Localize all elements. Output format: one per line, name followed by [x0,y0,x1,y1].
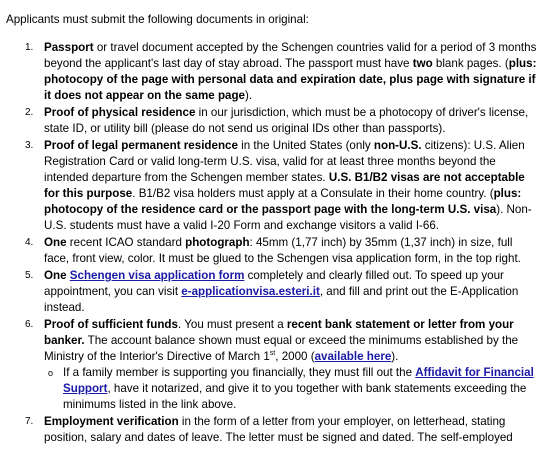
bold-text: Employment verification [44,415,179,428]
document-link[interactable]: e-applicationvisa.esteri.it [181,285,320,298]
list-item [0,235,549,267]
list-item [0,138,549,234]
body-text: If a family member is supporting you financially, they must fill out the [63,366,416,379]
list-number: 6. [25,319,34,330]
bold-text: One [44,269,67,282]
body-text: The account balance shown must equal or exceed the minimums established by the Ministry of the Interior's Directive of March 1 [44,334,519,363]
body-text: ). [245,89,253,102]
bold-text: One [44,236,67,249]
body-text: citizens): U.S. Alien Registration Card or valid long-term U.S. visa, valid for at least three months beyond the intended departure from the Schengen member states. [44,139,525,184]
body-text: or travel document accepted by the Schengen countries valid for a period of 3 months beyond the applicant's last day of stay abroad. The passport must have [44,41,537,70]
list-item-text [44,235,537,267]
body-text: in our jurisdiction, which must be a photocopy of driver's license, state ID, or utility bill (please do not send us original IDs other than passports). [44,106,529,135]
list-number: 2. [25,107,34,118]
list-item [0,268,549,316]
body-text: , 2000 ( [275,350,315,363]
bold-text: photograph [185,236,250,249]
list-number: 7. [25,416,34,427]
document-link[interactable]: Affidavit for Financial Support [63,366,534,395]
body-text: ). Non-U.S. students must have a valid I-20 Form and exchange visitors a valid I-66. [44,203,532,232]
list-item-text [44,414,537,446]
list-item [0,317,549,413]
list-item-text [44,105,537,137]
list-item-text [44,40,537,104]
list-item-text [44,317,537,365]
list-number: 3. [25,140,34,151]
document-link[interactable]: Schengen visa application form [69,269,245,282]
bold-text: plus: photocopy of the residence card or the passport page with the long-term U.S. visa [44,187,522,216]
list-number: 5. [25,270,34,281]
list-item-text [44,268,537,316]
requirements-list [0,40,549,447]
body-text: , and fill and print out the E-Application instead. [44,285,519,314]
body-text: in the form of a letter from your employer, on letterhead, stating position, salary and dates of leave. The letter must be signed and dated. The self-employed [44,415,513,444]
bold-text: recent bank statement or letter from your banker. [44,318,514,347]
body-text: completely and clearly filled out. To speed up your appointment, you can visit [44,269,504,298]
body-text: ). [391,350,399,363]
body-text: recent ICAO standard [66,236,186,249]
intro-text: Applicants must submit the following documents in original: [6,13,309,26]
body-text: blank pages. ( [432,57,509,70]
body-text: in the United States (only [237,139,374,152]
bold-text: Proof of physical residence [44,106,196,119]
list-item-text [44,138,537,234]
body-text: . B1/B2 visa holders must apply at a Consulate in their home country. ( [132,187,494,200]
bold-text: U.S. B1/B2 visas are not acceptable for this purpose [44,171,525,200]
superscript-text: st [269,350,276,358]
list-item [0,40,549,104]
document-link[interactable]: available here [314,350,392,363]
bold-text: Proof of legal permanent residence [44,139,238,152]
bold-text: plus: photocopy of the page with personal data and expiration date, plus page with signature if it does not appear on the same page [44,57,537,102]
bold-text: non-U.S. [373,139,422,152]
bold-text: Passport [44,41,94,54]
body-text: , have it notarized, and give it to you together with bank statements exceeding the minimums listed in the link above. [63,382,527,411]
bold-text: Proof of sufficient funds [44,318,178,331]
list-number: 1. [25,42,34,53]
body-text: . You must present a [177,318,287,331]
bullet-icon: o [48,368,54,378]
sub-bullet-item [44,365,537,413]
bold-text: two [412,57,433,70]
body-text: : 45mm (1,77 inch) by 35mm (1,37 inch) in size, full face, front view, color. It must be glued to the Schengen visa application form, in the top right. [44,236,521,265]
list-item [0,105,549,137]
list-number: 4. [25,237,34,248]
list-item [0,414,549,446]
